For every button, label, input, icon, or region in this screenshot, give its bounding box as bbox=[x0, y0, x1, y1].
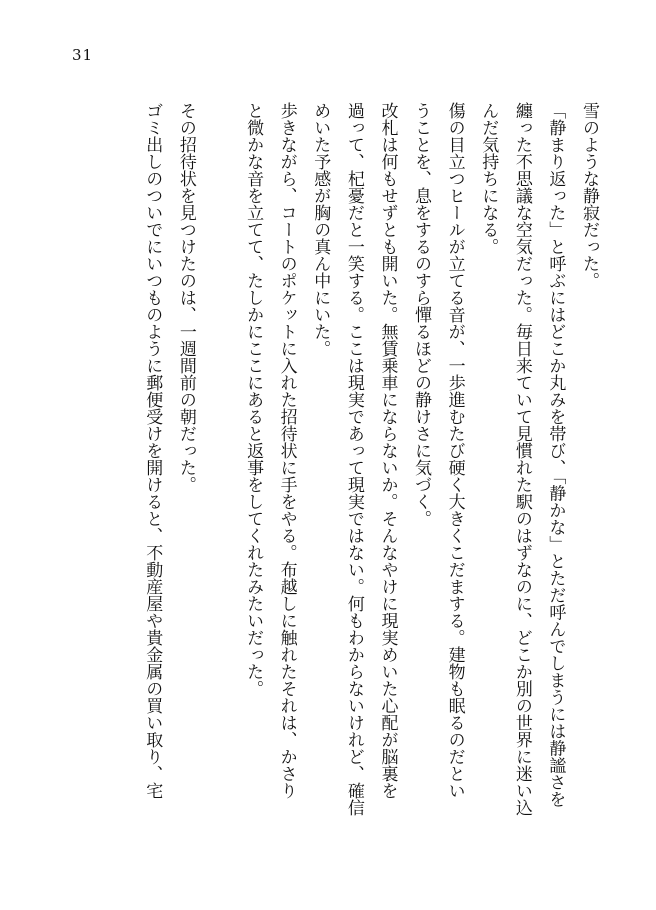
text-line: 纏った不思議な空気だった。毎日来ていて見慣れた駅のはずなのに、どこか別の世界に迷い込 bbox=[511, 102, 532, 816]
blank-line bbox=[206, 102, 232, 862]
text-line: と微かな音を立てて、たしかにここにあると返事をしてくれたみたいだった。 bbox=[243, 102, 264, 697]
text-line: 雪のような静寂だった。 bbox=[579, 102, 599, 289]
text-line: 傷の目立つヒールが立てる音が、一歩進むたび硬く大きくこだまする。建物も眠るのだとい bbox=[444, 102, 465, 799]
body-text bbox=[132, 102, 602, 862]
text-line: 「静まり返った」と呼ぶにはどこか丸みを帯び、「静かな」とただ呼んでしまうには静謐さを bbox=[545, 102, 566, 808]
text-line: んだ気持ちになる。 bbox=[478, 102, 499, 255]
text-line: 過って、杞憂だと一笑する。ここは現実であって現実ではない。何もわからないけれど、確信 bbox=[343, 102, 364, 816]
text-line: めいた予感が胸の真ん中にいた。 bbox=[310, 102, 331, 357]
text-line: その招待状を見つけたのは、一週間前の朝だった。 bbox=[175, 102, 196, 493]
text-line: 改札は何もせずとも開いた。無賃乗車にならないか。そんなやけに現実めいた心配が脳裏を bbox=[377, 102, 398, 799]
page-number: 31 bbox=[72, 46, 94, 64]
text-line: 歩きながら、コートのポケットに入れた招待状に手をやる。布越しに触れたそれは、かさり bbox=[276, 102, 297, 799]
text-line: ゴミ出しのついでにいつものように郵便受けを開けると、不動産屋や貴金属の買い取り、宅 bbox=[142, 102, 163, 799]
text-line: うことを、息をするのすら憚るほどの静けさに気づく。 bbox=[411, 102, 432, 527]
